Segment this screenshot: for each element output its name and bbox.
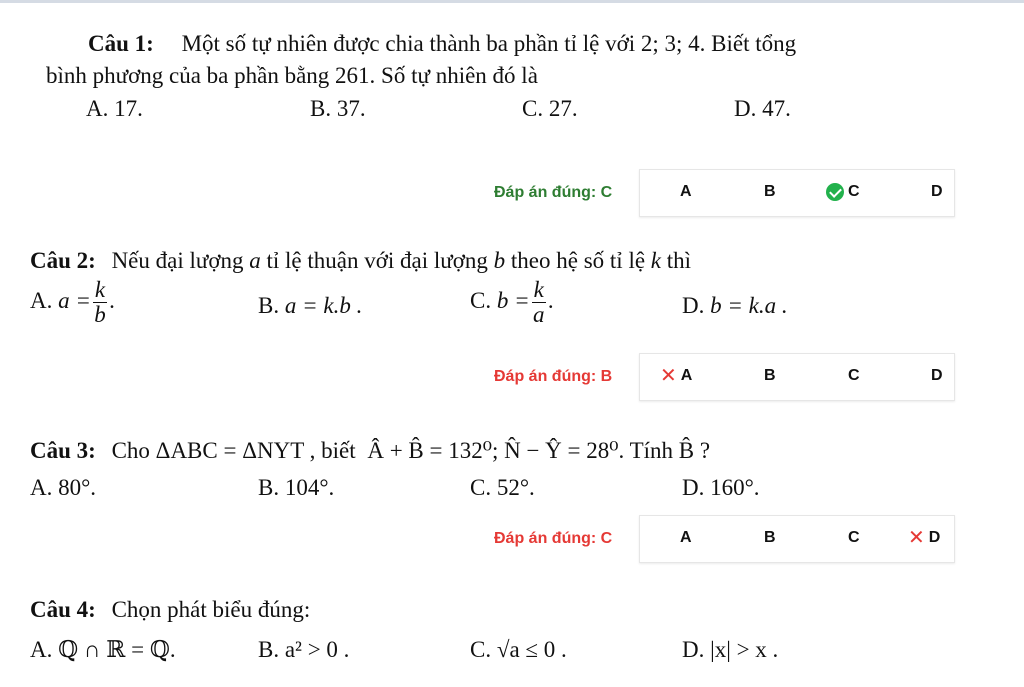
q3-choice-c[interactable]: C: [848, 529, 860, 546]
q1-option-d: D. 47.: [734, 96, 791, 121]
q2-option-b: B. a = k.b .: [258, 293, 363, 318]
question-1-text-cont: bình phương của ba phần bằng 261. Số tự nhiên đó là: [46, 63, 538, 88]
question-2: Câu 2: Nếu đại lượng a tỉ lệ thuận với đại lượng b theo hệ số tỉ lệ k thì: [30, 248, 692, 273]
q3-answer-label: Đáp án đúng: C: [494, 530, 613, 547]
q2-choice-b[interactable]: B: [764, 367, 776, 384]
q2-option-c: C. b = $\frac{k}{a}$ .: [470, 277, 554, 327]
q1-choice-b[interactable]: B: [764, 183, 776, 200]
q3-option-a: A. 80°.: [30, 475, 97, 500]
fraction-k-over-b: $\frac{k}{b}$: [94, 277, 106, 327]
x-mark-icon: ✕: [660, 365, 677, 387]
q4-option-b: B. a² > 0 .: [258, 637, 350, 662]
q4-option-c: C. √a ≤ 0 .: [470, 637, 567, 662]
question-1-text: Một số tự nhiên được chia thành ba phần tỉ lệ với 2; 3; 4. Biết tổng: [181, 31, 797, 56]
q2-choice-c[interactable]: C: [848, 367, 860, 384]
question-4-label: Câu 4:: [30, 597, 96, 622]
q3-option-c: C. 52°.: [470, 475, 535, 500]
q3-formula: Â + B̂ = 132⁰; N̂ − Ŷ = 28⁰: [367, 438, 619, 463]
q2-answer-label: Đáp án đúng: B: [494, 368, 613, 385]
q1-choice-a[interactable]: A: [680, 183, 692, 200]
q1-choice-c[interactable]: C: [826, 183, 860, 201]
q1-option-b: B. 37.: [310, 96, 366, 121]
question-3: Câu 3: Cho ΔABC = ΔNYT , biết Â + B̂ = 132⁰; N̂ − Ŷ = 28⁰. Tính B̂ ?: [30, 438, 711, 463]
q3-choice-d[interactable]: ✕ D: [908, 527, 941, 549]
q1-option-c: C. 27.: [522, 96, 578, 121]
question-3-label: Câu 3:: [30, 438, 96, 463]
q3-option-b: B. 104°.: [258, 475, 335, 500]
q4-option-a: A. ℚ ∩ ℝ = ℚ.: [30, 637, 176, 662]
fraction-k-over-a: $\frac{k}{a}$: [532, 277, 545, 327]
q1-choice-d[interactable]: D: [931, 183, 943, 200]
check-circle-icon: [826, 183, 844, 201]
q2-answer-box: [639, 353, 955, 401]
top-border: [0, 0, 1024, 3]
question-2-label: Câu 2:: [30, 248, 96, 273]
question-1: [88, 30, 796, 58]
question-4: Câu 4: Chọn phát biểu đúng:: [30, 597, 311, 622]
q4-option-d: D. |x| > x .: [682, 637, 779, 662]
q3-choice-b[interactable]: B: [764, 529, 776, 546]
q2-choice-a[interactable]: ✕ A: [660, 365, 693, 387]
q2-option-d: D. b = k.a .: [682, 293, 788, 318]
q1-answer-label: Đáp án đúng: C: [494, 184, 613, 201]
q3-answer-box: [639, 515, 955, 563]
q1-option-a: A. 17.: [86, 96, 143, 121]
q3-option-d: D. 160°.: [682, 475, 760, 500]
q3-choice-a[interactable]: A: [680, 529, 692, 546]
x-mark-icon: ✕: [908, 527, 925, 549]
q1-answer-box: [639, 169, 955, 217]
q2-option-a: A. a = $\frac{k}{b}$ .: [30, 277, 115, 327]
question-1-label: Câu 1:: [88, 31, 154, 56]
q2-choice-d[interactable]: D: [931, 367, 943, 384]
